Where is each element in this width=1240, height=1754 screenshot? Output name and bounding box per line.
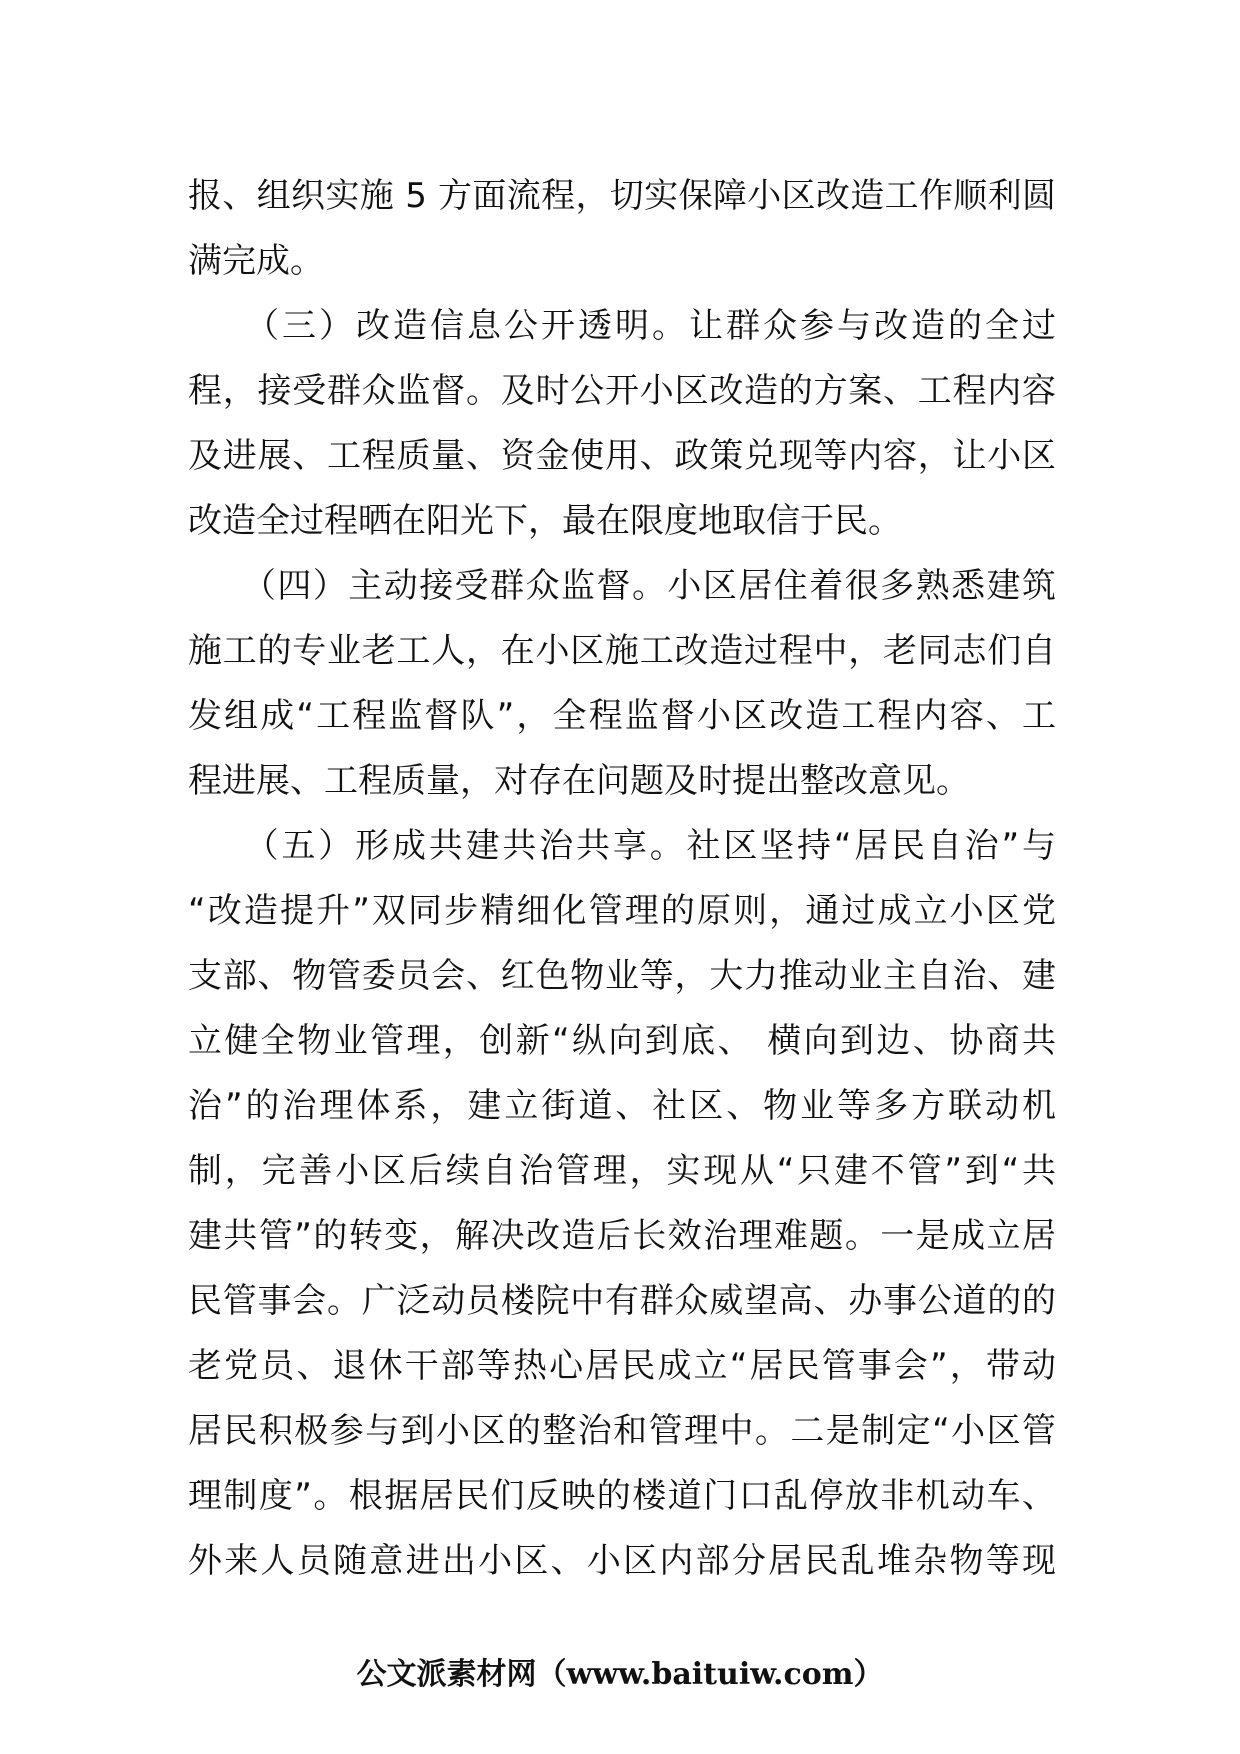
text-line: 居民积极参与到小区的整治和管理中。二是制定“小区管 (188, 1411, 1056, 1451)
text-line: 立健全物业管理，创新“纵向到底、 横向到边、协商共 (188, 1021, 1056, 1061)
text-line: 老党员、退休干部等热心居民成立“居民管事会”，带动 (188, 1346, 1056, 1386)
text-line: 程，接受群众监督。及时公开小区改造的方案、工程内容 (188, 371, 1056, 411)
text-line: （五）形成共建共治共享。社区坚持“居民自治”与 (188, 826, 1056, 866)
document-body (188, 164, 1056, 1594)
text-line: 民管事会。广泛动员楼院中有群众威望高、办事公道的的 (188, 1281, 1056, 1321)
text-line: （四）主动接受群众监督。小区居住着很多熟悉建筑 (188, 566, 1056, 606)
text-line: 施工的专业老工人，在小区施工改造过程中，老同志们自 (188, 631, 1056, 671)
text-line: 理制度”。根据居民们反映的楼道门口乱停放非机动车、 (188, 1476, 1056, 1516)
text-line: 及进展、工程质量、资金使用、政策兑现等内容，让小区 (188, 436, 1056, 476)
text-line: 程进展、工程质量，对存在问题及时提出整改意见。 (188, 761, 970, 801)
text-line: （三）改造信息公开透明。让群众参与改造的全过 (188, 306, 1056, 346)
text-line: 改造全过程晒在阳光下，最在限度地取信于民。 (188, 501, 902, 541)
text-line: 发组成“工程监督队”，全程监督小区改造工程内容、工 (188, 696, 1056, 736)
text-line: 治”的治理体系，建立街道、社区、物业等多方联动机 (188, 1086, 1056, 1126)
text-line: 建共管”的转变，解决改造后长效治理难题。一是成立居 (188, 1216, 1056, 1256)
text-line: 外来人员随意进出小区、小区内部分居民乱堆杂物等现 (188, 1541, 1056, 1581)
text-line: 报、组织实施 5 方面流程，切实保障小区改造工作顺利圆 (188, 176, 1056, 216)
footer-watermark: 公文派素材网（www.baituiw.com） (356, 1657, 884, 1692)
text-line: 满完成。 (188, 241, 324, 281)
text-line: “改造提升”双同步精细化管理的原则，通过成立小区党 (188, 891, 1056, 931)
text-line: 制，完善小区后续自治管理，实现从“只建不管”到“共 (188, 1151, 1056, 1191)
text-line: 支部、物管委员会、红色物业等，大力推动业主自治、建 (188, 956, 1056, 996)
